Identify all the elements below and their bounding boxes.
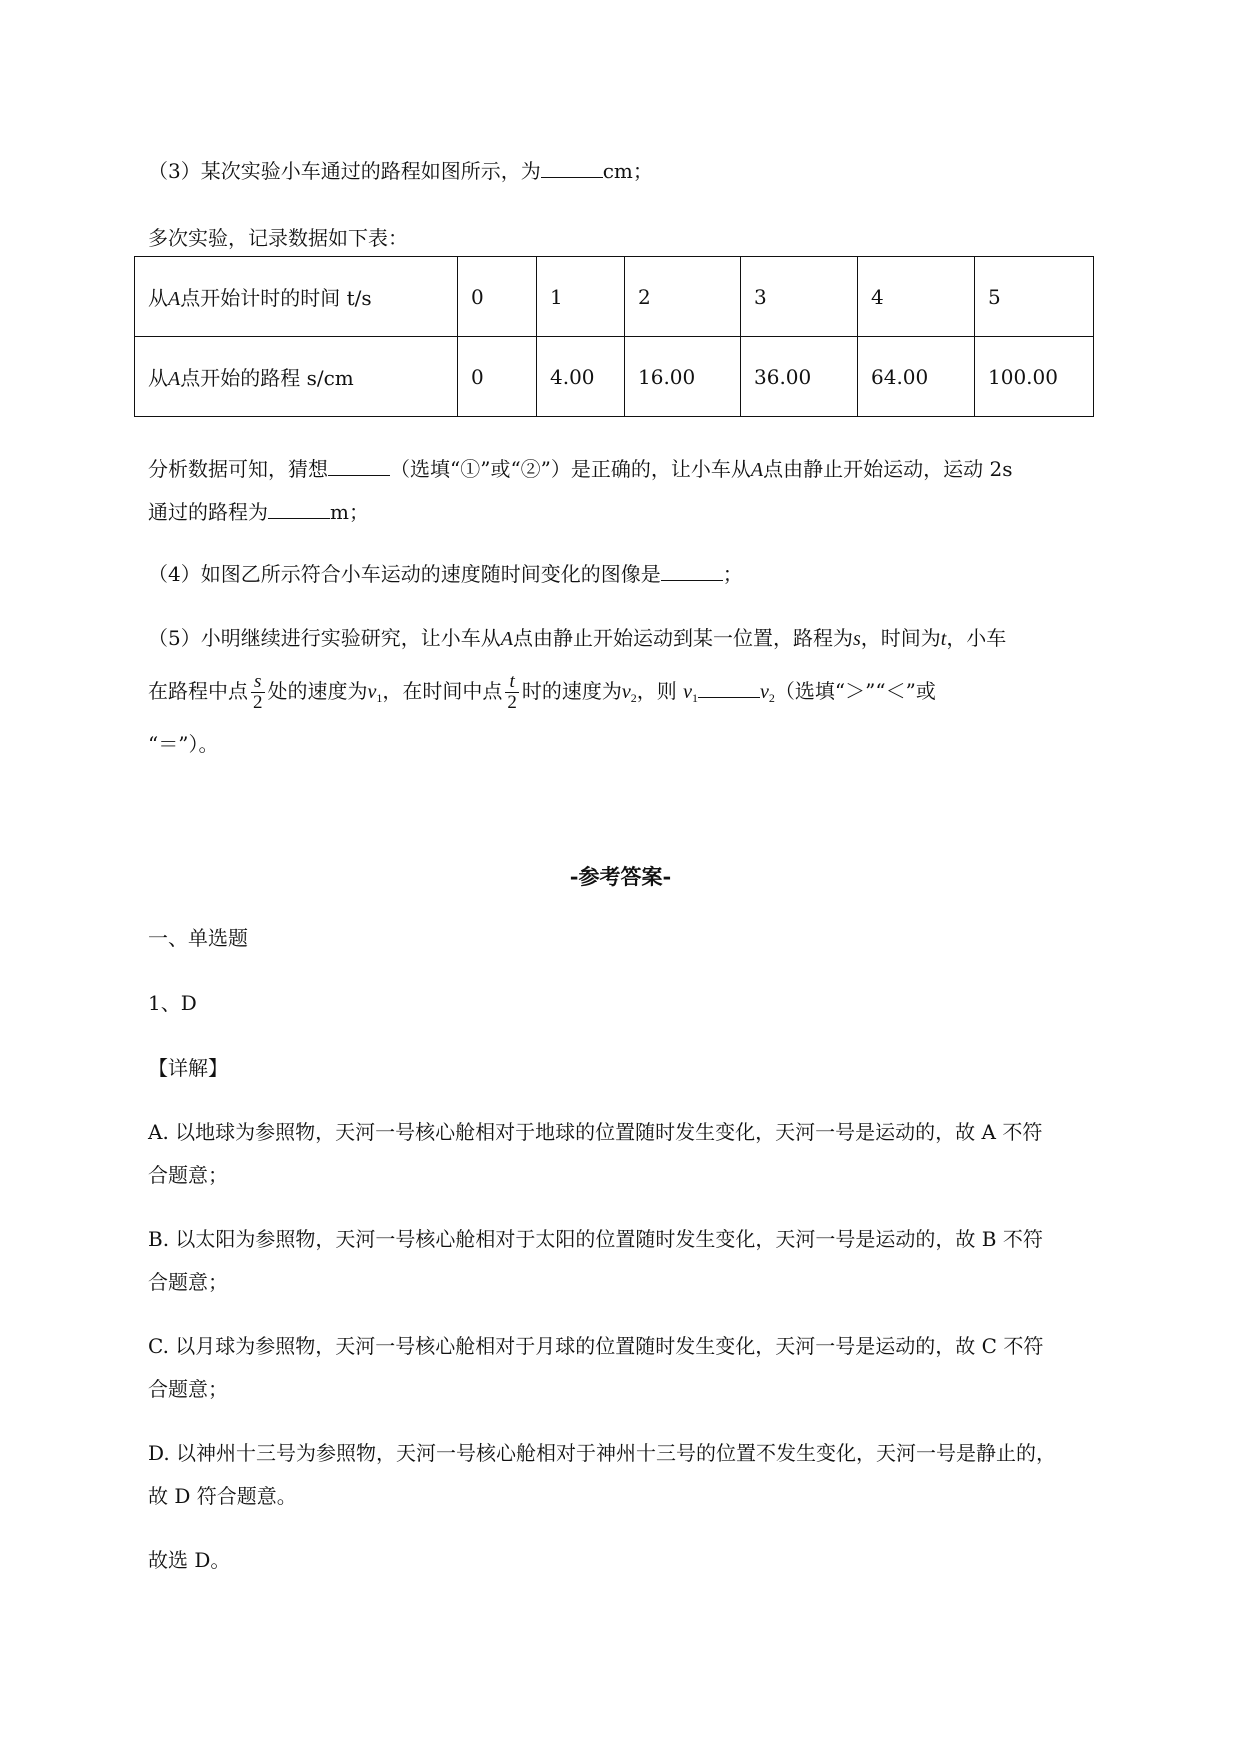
table-row [135,337,1094,417]
option-d-line-1: D. 以神州十三号为参照物，天河一号核心舱相对于神州十三号的位置不发生变化，天河一号是静止的， [148,1441,1057,1465]
fraction-s-over-2: $\frac{s}{2}$ [253,671,263,713]
q3-unit: cm； [602,159,653,183]
table-row [135,257,1094,337]
table-cell: 5 [975,257,1094,337]
v2-symbol: $v_2$ [621,681,637,705]
option-c-line-1: C. 以月球为参照物，天河一号核心舱相对于月球的位置随时发生变化，天河一号是运动的，故 C 不符 [148,1334,1044,1358]
option-a-line-2: 合题意； [148,1163,228,1187]
q3-text: （3）某次实验小车通过的路程如图所示，为 [148,159,541,183]
row-header-distance: 从A点开始的路程 s/cm [135,337,458,417]
table-cell: 0 [458,257,537,337]
q5-line-2: 在路程中点 $\frac{s}{2}$ 处的速度为$v_1$，在时间中点 $\frac{t}{2}$ 时的速度为$v_2$，则 $v_1$ $v_2$（选填“＞”“＜”或 [148,671,936,713]
table-cell: 100.00 [975,337,1094,417]
v2-symbol: $v_2$ [760,681,775,705]
answer-blank [541,159,603,178]
data-table [134,256,1094,417]
option-c-line-2: 合题意； [148,1377,228,1401]
table-cell: 36.00 [741,337,858,417]
analysis-line-1: 分析数据可知，猜想 （选填“①”或“②”）是正确的，让小车从A点由静止开始运动，运动 2s [148,457,1013,481]
conclusion: 故选 D。 [148,1548,231,1572]
option-b-line-2: 合题意； [148,1270,228,1294]
answers-title: -参考答案- [569,864,672,889]
answer-blank [698,679,760,698]
q3-line [148,157,653,185]
option-a-line-1: A. 以地球为参照物，天河一号核心舱相对于地球的位置随时发生变化，天河一号是运动的，故 A 不符 [148,1120,1043,1144]
q5-line-3: “＝”）。 [148,732,219,756]
analysis-line-2: 通过的路程为 m； [148,500,369,524]
table-cell: 1 [537,257,625,337]
q4-line: （4）如图乙所示符合小车运动的速度随时间变化的图像是 ； [148,562,743,586]
table-cell: 16.00 [625,337,741,417]
v1-symbol: $v_1$ [683,681,699,705]
table-intro: 多次实验，记录数据如下表： [148,226,408,250]
answer-blank [661,562,723,581]
answer-q1: 1、D [148,991,197,1015]
section-heading: 一、单选题 [148,926,248,950]
table-cell: 4 [858,257,975,337]
answer-blank [268,500,330,519]
table-cell: 2 [625,257,741,337]
v1-symbol: $v_1$ [367,681,383,705]
table-cell: 0 [458,337,537,417]
table-cell: 3 [741,257,858,337]
option-b-line-1: B. 以太阳为参照物，天河一号核心舱相对于太阳的位置随时发生变化，天河一号是运动的，故 B 不符 [148,1227,1043,1251]
fraction-t-over-2: $\frac{t}{2}$ [507,671,517,713]
answer-blank [328,457,390,476]
detail-heading: 【详解】 [148,1056,228,1080]
option-d-line-2: 故 D 符合题意。 [148,1484,297,1508]
q5-line-1: （5）小明继续进行实验研究，让小车从A点由静止开始运动到某一位置，路程为s，时间为t，小车 [148,626,1007,650]
row-header-time: 从A点开始计时的时间 t/s [135,257,458,337]
table-cell: 64.00 [858,337,975,417]
table-cell: 4.00 [537,337,625,417]
